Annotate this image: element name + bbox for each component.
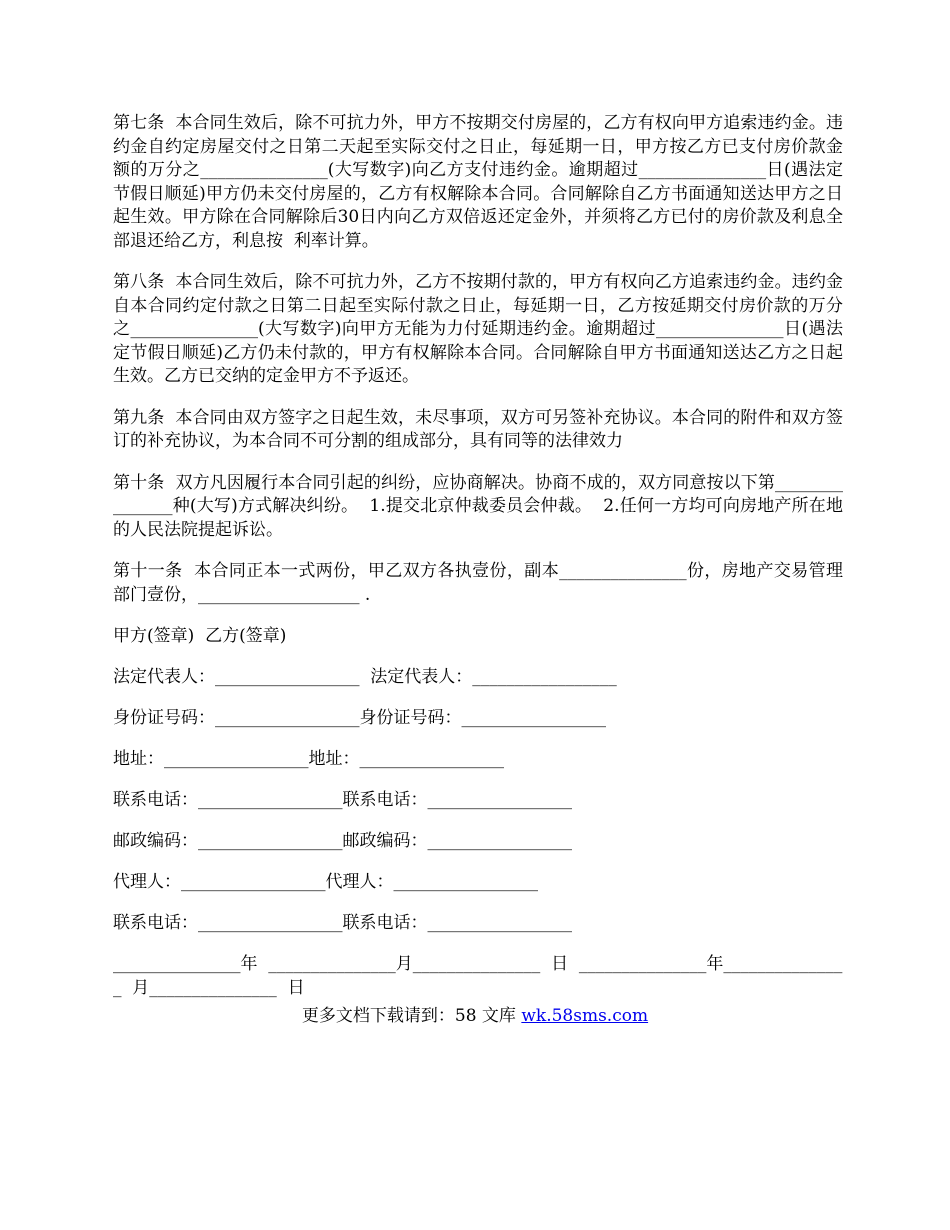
signature-address: 地址：_________________地址：_________________ — [113, 749, 504, 769]
signature-date: _______________年 _______________月_______________ 日 _______________年_______________ 月_______________ 日 — [113, 954, 843, 998]
signature-legal-rep: 法定代表人：_________________ 法定代表人：_________________ — [113, 667, 617, 687]
signature-phone-1: 联系电话：_________________联系电话：_________________ — [113, 790, 572, 810]
article-9: 第九条 本合同由双方签字之日起生效，未尽事项，双方可另签补充协议。本合同的附件和双方签订的补充协议，为本合同不可分割的组成部分，具有同等的法律效力 — [113, 407, 843, 451]
footer-prefix: 更多文档下载请到：58 文库 — [301, 1006, 522, 1026]
signature-parties: 甲方(签章) 乙方(签章) — [113, 626, 287, 646]
footer-link[interactable]: wk.58sms.com — [521, 1006, 649, 1026]
article-10: 第十条 双方凡因履行本合同引起的纠纷，应协商解决。协商不成的，双方同意按以下第_______________种(大写)方式解决纠纷。 1.提交北京仲裁委员会仲裁。 2.任何一方均可向房地产所在地的人民法院提起诉讼。 — [113, 472, 843, 540]
article-11: 第十一条 本合同正本一式两份，甲乙双方各执壹份，副本_______________份，房地产交易管理部门壹份，___________________ . — [113, 561, 843, 605]
signature-postcode: 邮政编码：_________________邮政编码：_________________ — [113, 831, 572, 851]
article-7: 第七条 本合同生效后，除不可抗力外，甲方不按期交付房屋的，乙方有权向甲方追索违约金。违约金自约定房屋交付之日第二天起至实际交付之日止，每延期一日，甲方按乙方已支付房价款金额的万分之_______________(大写数字)向乙方支付违约金。逾期超过_______________日(遇法定节假日顺延)甲方仍未交付房屋的，乙方有权解除本合同。合同解除自乙方书面通知送达甲方之日起生效。甲方除在合同解除后30日内向乙方双倍返还定金外，并须将乙方已付的房价款及利息全部退还给乙方，利息按 利率计算。 — [113, 113, 843, 251]
signature-phone-2: 联系电话：_________________联系电话：_________________ — [113, 913, 572, 933]
footer — [0, 1005, 950, 1029]
signature-agent: 代理人：_________________代理人：_________________ — [113, 872, 538, 892]
signature-id-number: 身份证号码：_________________身份证号码：_________________ — [113, 708, 606, 728]
contract-page — [113, 112, 843, 1000]
article-8: 第八条 本合同生效后，除不可抗力外，乙方不按期付款的，甲方有权向乙方追索违约金。违约金自本合同约定付款之日第二日起至实际付款之日止，每延期一日，乙方按延期交付房价款的万分之_______________(大写数字)向甲方无能为力付延期违约金。逾期超过_______________日(遇法定节假日顺延)乙方仍未付款的，甲方有权解除本合同。合同解除自甲方书面通知送达乙方之日起生效。乙方已交纳的定金甲方不予返还。 — [113, 272, 843, 386]
